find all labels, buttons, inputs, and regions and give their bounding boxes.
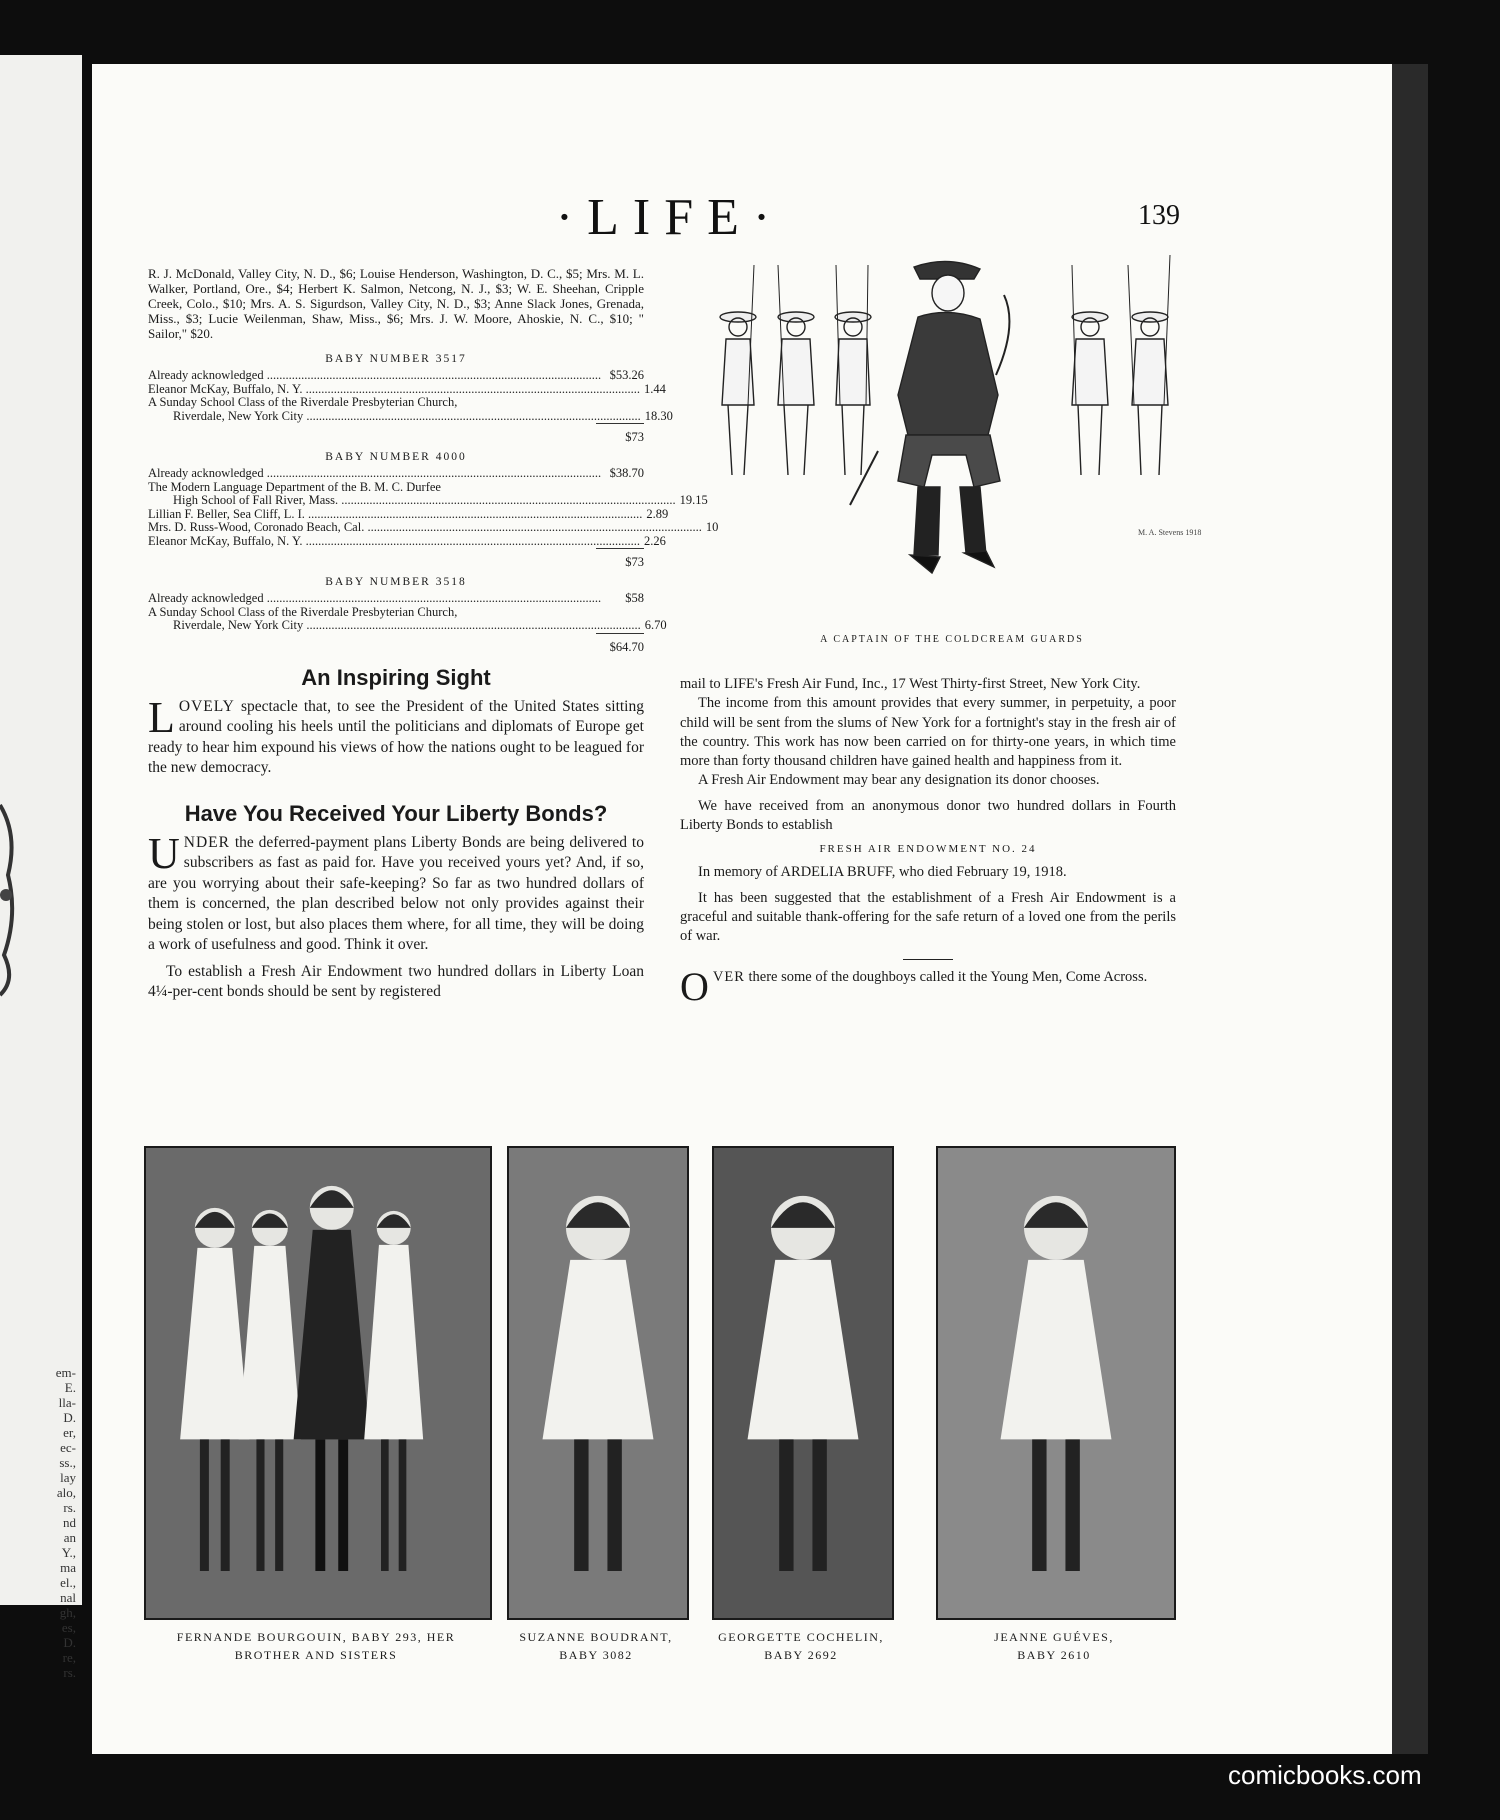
ledger-donor: Already acknowledged ..... [148,369,601,383]
ledger-amount [592,396,644,410]
caption-line-1: GEORGETTE COCHELIN, [718,1630,884,1644]
fresh-air-paragraph-4: We have received from an anonymous donor two hundred dollars in Fourth Liberty Bonds to establish [680,797,1176,834]
guard-figure-right-1 [1072,312,1108,475]
ledger-amount [592,606,644,620]
ledger-amount [592,481,644,495]
prev-page-fragment: ec- [60,1440,76,1455]
ledger-row [148,381,666,397]
prev-page-fragment: es, [61,1620,76,1635]
previous-page-edge [0,55,82,1680]
ledger-total: $64.70 [596,633,644,655]
ledger-row [148,467,644,481]
captain-coldcream-guards-illustration [718,255,1202,627]
ledger-donor: A Sunday School Class of the Riverdale Presbyterian Church, [148,604,458,619]
prev-page-fragment: rs. [63,1665,76,1680]
captain-figure [850,261,1009,573]
article-text: the deferred-payment plans Liberty Bonds are being delivered to subscribers as fast as paid for. Have you received yours yet? And, if so, are you worrying about their safe-keeping? So far as two hundred dollars of them is concerned, the plan described below not only provides against their being stolen or lost, but also places them where, for all time, they will be doing a work of usefulness and good. Think it over. [148,833,644,953]
watermark: comicbooks.com [1228,1760,1422,1790]
over-there-text: there some of the doughboys called it the Young Men, Come Across. [744,968,1148,985]
ledger-heading: BABY NUMBER 4000 [325,451,467,463]
guard-figure-left-1 [720,265,756,475]
ledger-row [148,618,667,633]
fresh-air-paragraph-2: The income from this amount provides that every summer, in perpetuity, a poor child will be sent from the slums of New York for a fortnight's stay in the fresh air of the country. This work has now been carried on for thirty-one years, in which time more than forty thousand children have gained health and happiness from it. [680,695,1176,770]
prev-page-fragment: rs. [63,1500,76,1515]
page-gutter [1392,64,1428,1754]
prev-page-fragment: lla- [58,1395,76,1410]
lead-word: NDER [183,833,230,851]
fresh-air-paragraph-1: mail to LIFE's Fresh Air Fund, Inc., 17 West Thirty-first Street, New York City. [680,676,1141,692]
right-column [680,675,1176,1009]
photo-caption-4 [916,1628,1192,1664]
page-number: 139 [1138,200,1180,231]
ledger-donor: A Sunday School Class of the Riverdale Presbyterian Church, [148,395,458,409]
prev-page-fragment: ma [60,1560,76,1575]
ledger-amount: 10 [705,520,719,534]
ledger-amount: 6.70 [644,618,667,632]
ledger-row [148,493,708,508]
fresh-air-paragraph-3: A Fresh Air Endowment may bear any designation its donor chooses. [698,772,1100,789]
article-body-inspiring-sight [148,692,644,779]
caption-line-1: SUZANNE BOUDRANT, [519,1630,673,1644]
ledger-amount: 1.44 [643,381,666,396]
ledger-amount: 2.26 [643,533,666,548]
child-photograph-4 [936,1146,1176,1620]
article-text: spectacle that, to see the President of the United States sitting around cooling his heels until the politicians and diplomats of Europe get ready to hear him expound his views of how the nations ought to be leagued for the new democracy. [148,697,644,776]
ledger-amount: $53.26 [609,368,644,382]
ledger-donor: Eleanor McKay, Buffalo, N. Y. ..... [148,535,640,549]
child-photograph-2 [507,1146,689,1620]
prev-page-fragment: nal [60,1590,76,1605]
ledger-heading: BABY NUMBER 3517 [325,353,467,365]
prev-page-fragment: gh, [59,1605,76,1620]
ledger-donor: Mrs. D. Russ-Wood, Coronado Beach, Cal. ..... [148,521,702,535]
article-body-liberty-bonds [148,828,644,956]
ledger-row [148,592,644,606]
prev-page-fragment: em- [55,1365,76,1380]
ledger-amount: 18.30 [644,408,673,423]
ledger-heading: BABY NUMBER 3518 [325,576,467,588]
prev-page-fragment: el., [60,1575,76,1590]
left-column [148,266,719,1003]
ledger-amount: $58 [625,591,644,605]
drop-cap: U [148,828,180,878]
ledger-total: $73 [596,423,644,445]
illustration-caption: A CAPTAIN OF THE COLDCREAM GUARDS [820,634,1084,645]
prev-page-fragment: lay [60,1470,76,1485]
prev-page-fragment: ss., [59,1455,76,1470]
over-there-paragraph [680,963,1176,1009]
ledger-row [148,481,644,495]
ledger-row [148,520,719,535]
prev-page-fragment: er, [63,1425,76,1440]
article-title-liberty-bonds: Have You Received Your Liberty Bonds? [184,800,608,826]
ledger-row [148,408,673,424]
child-photograph-1 [144,1146,492,1620]
prev-page-fragment: Y., [61,1545,76,1560]
drop-cap: L [148,692,175,742]
photo-caption-2 [487,1628,705,1664]
ledger-donor: Already acknowledged ..... [148,467,601,481]
lead-word: OVELY [178,697,235,715]
prev-page-fragment: re, [62,1650,76,1665]
caption-line-2: BABY 2610 [1017,1648,1091,1662]
masthead: ·LIFE· [555,189,785,246]
endowment-heading: FRESH AIR ENDOWMENT NO. 24 [819,843,1037,856]
ledger-donor: Lillian F. Beller, Sea Cliff, L. I. ..... [148,508,642,522]
ledger-donor: Eleanor McKay, Buffalo, N. Y. ..... [148,383,640,397]
lead-word: VER [712,968,745,985]
ledger-donor: Riverdale, New York City ..... [148,410,641,424]
ledger-total: $73 [596,548,644,570]
prev-page-fragment: D. [63,1410,76,1425]
ledger-row [148,606,644,620]
photo-caption-3 [692,1628,910,1664]
ledger-amount: 2.89 [646,506,669,521]
fresh-air-paragraph-6: It has been suggested that the establishment of a Fresh Air Endowment is a graceful and suitable thank-offering for the safe return of a loved one from the perils of war. [680,889,1176,945]
previous-page-text-fragments [6,1365,76,1680]
article-title-inspiring-sight: An Inspiring Sight [301,664,491,690]
caption-line-2: BROTHER AND SISTERS [234,1648,398,1662]
guard-figure-left-3 [835,312,871,475]
ledger-amount: 19.15 [679,493,708,507]
ledger-table [148,466,719,570]
ledger-row [148,506,669,522]
ledgers [148,353,719,655]
prev-page-fragment: E. [64,1380,76,1395]
photo-caption-1 [124,1628,508,1664]
ledger-donor: Already acknowledged ..... [148,592,601,606]
prev-page-fragment: nd [63,1515,76,1530]
article-body-liberty-bonds-2: To establish a Fresh Air Endowment two hundred dollars in Liberty Loan 4¼-per-cent bonds should be sent by registered [148,962,644,1000]
caption-line-1: JEANNE GUÉVES, [994,1630,1114,1644]
child-photograph-3 [712,1146,894,1620]
ledger-donor: Riverdale, New York City ..... [148,619,641,633]
prev-page-fragment: alo, [56,1485,76,1500]
section-divider [903,959,953,960]
memorial-line: In memory of ARDELIA BRUFF, who died February 19, 1918. [698,864,1067,881]
caption-line-2: BABY 2692 [764,1648,838,1662]
donations-list: R. J. McDonald, Valley City, N. D., $6; Louise Henderson, Washington, D. C., $5; Mrs. M. L. Walker, Portland, Ore., $4; Herbert K. Salmon, Netcong, N. J., $3; W. E. Sheehan, Cripple Creek, Colo., $10; Mrs. A. S. Sigurdson, Valley City, N. D., $3; Anne Slack Jones, Grenada, Miss., $3; Lucie Weilenman, Shaw, Miss., $6; Mrs. J. W. Moore, Ahoskie, N. C., $10; " Sailor," $20. [148,266,644,341]
ledger-table [148,591,667,655]
caption-line-1: FERNANDE BOURGOUIN, BABY 293, HER [176,1630,456,1644]
ledger-amount: $38.70 [609,466,644,480]
ledger-row [148,396,644,410]
artist-signature: M. A. Stevens 1918 [1138,528,1202,537]
prev-page-fragment: D. [63,1635,76,1650]
ledger-table [148,368,673,445]
ledger-donor: High School of Fall River, Mass. ..... [148,494,676,508]
prev-page-fragment: an [63,1530,76,1545]
ledger-donor: The Modern Language Department of the B. M. C. Durfee [148,479,441,494]
drop-cap: O [680,963,709,1009]
ledger-row [148,533,666,549]
guard-figure-right-2 [1132,255,1170,475]
ledger-row [148,369,644,383]
caption-line-2: BABY 3082 [559,1648,633,1662]
ornament-fragment [0,795,20,995]
